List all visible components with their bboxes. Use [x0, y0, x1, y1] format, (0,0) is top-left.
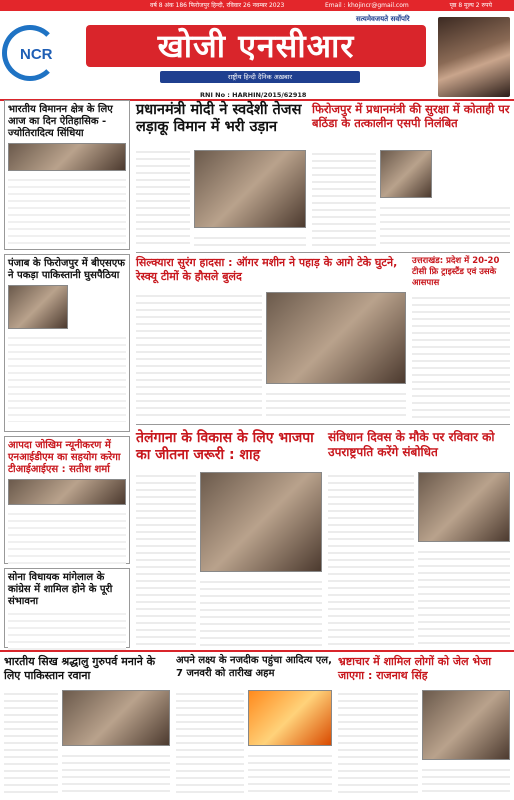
issue-line: वर्ष 8 अंक 186 फिरोजपुर हिन्दी, रविवार 26 नवम्बर 2023	[150, 2, 285, 9]
story-bottom-1-body	[4, 688, 58, 796]
story-bottom-1-headline: भारतीय सिख श्रद्धालु गुरुपर्व मनाने के लिए पाकिस्तान रवाना	[4, 655, 156, 682]
masthead	[0, 11, 514, 89]
story-bottom-2-body	[176, 688, 244, 796]
masthead-portrait	[438, 17, 510, 97]
story-bottom-3-body-2	[422, 764, 510, 796]
story-bottom-3-headline: भ्रष्टाचार में शामिल लोगों को जेल भेजा जाएगा : राजनाथ सिंह	[338, 655, 492, 682]
story-bottom-2-photo	[248, 690, 332, 746]
story-bottom-3-body	[338, 688, 418, 796]
story-left-4-headline: सोना विधायक मांगेलाल के कांग्रेस में शामिल होने के पूरी संभावना	[8, 572, 113, 607]
story-left-4-body	[8, 608, 126, 652]
story-main-5-photo	[418, 472, 510, 542]
story-main-2-body-2	[380, 202, 510, 248]
story-main-4-headline: तेलंगाना के विकास के लिए भाजपा का जीतना जरूरी : शाह	[136, 430, 314, 463]
top-info-bar	[0, 0, 514, 11]
story-main-1-headline: प्रधानमंत्री मोदी ने स्वदेशी तेजस लड़ाकू विमान में भरी उड़ान	[136, 102, 302, 135]
story-bottom-2-headline: अपने लक्ष्य के नजदीक पहुंचा आदित्य एल, 7 जनवरी को तारीख अहम	[176, 655, 332, 679]
story-main-4-body-2	[200, 576, 322, 646]
left-column	[4, 100, 130, 652]
newspaper-subtitle: राष्ट्रीय हिन्दी दैनिक अख़बार	[160, 71, 360, 83]
story-main-3-body	[136, 290, 262, 420]
story-main-1-body	[136, 146, 190, 248]
story-left-1	[4, 100, 130, 250]
story-main-3-photo	[266, 292, 406, 384]
story-main-1-photo	[194, 150, 306, 228]
story-main-1-body-2	[194, 232, 306, 248]
story-main-2-body	[312, 148, 376, 248]
story-bottom-2-body-2	[248, 750, 332, 796]
story-left-2-headline: पंजाब के फिरोजपुर में बीएसएफ ने पकड़ा पाकिस्तानी घुसपैठिया	[8, 258, 125, 281]
story-left-1-headline: भारतीय विमानन क्षेत्र के लिए आज का दिन ऐतिहासिक - ज्योतिरादित्य सिंधिया	[8, 104, 113, 139]
story-main-2-photo	[380, 150, 432, 198]
story-main-5-body-2	[418, 546, 510, 646]
logo-text: NCR	[20, 46, 53, 63]
story-main-5-body	[328, 470, 414, 646]
story-main-5-headline: संविधान दिवस के मौके पर रविवार को उपराष्ट्रपति करेंगे संबोधित	[328, 430, 495, 459]
story-left-1-photo	[8, 143, 126, 171]
story-bottom-1-photo	[62, 690, 170, 746]
rule-1	[136, 252, 510, 253]
story-left-4	[4, 568, 130, 648]
tagline: सत्यमेवजयते सर्वोपरि	[356, 15, 410, 23]
email-line: Email : khojincr@gmail.com	[325, 2, 409, 9]
rule-2	[136, 424, 510, 425]
story-left-2	[4, 254, 130, 432]
story-left-2-photo	[8, 285, 68, 329]
story-left-3-photo	[8, 479, 126, 505]
story-main-4-photo	[200, 472, 322, 572]
story-main-2-headline: फिरोजपुर में प्रधानमंत्री की सुरक्षा में कोताही पर बठिंडा के तत्कालीन एसपी निलंबित	[312, 102, 510, 130]
story-main-3-headline: सिल्क्यारा सुरंग हादसा : ऑगर मशीन ने पहाड़ के आगे टेके घुटने, रेस्क्यू टीमों के हौसले बुलंद	[136, 256, 398, 283]
story-main-3b-body	[412, 292, 510, 420]
story-left-3-headline: आपदा जोखिम न्यूनीकरण में एनआईडीएम का सहयोग करेगा टीआईआईएस : सतीश शर्मा	[8, 440, 121, 475]
story-left-1-body	[8, 174, 126, 244]
story-main-3-body-2	[266, 388, 406, 420]
story-left-3	[4, 436, 130, 564]
story-bottom-3-photo	[422, 690, 510, 760]
story-main-3b-headline: उत्तराखंड: प्रदेश में 20-20 टीसी फ्रि ट्राइस्टैंड एवं उसके आसपास	[412, 256, 500, 288]
story-main-4-body	[136, 470, 196, 646]
story-left-3-body	[8, 508, 126, 564]
newspaper-title: खोजी एनसीआर	[86, 25, 426, 67]
story-left-2-body	[8, 332, 126, 422]
rni-number: RNI No : HARHIN/2015/62918	[200, 91, 307, 99]
pages-line: पृष्ठ 8 मूल्य 2 रुपये	[449, 2, 492, 9]
story-bottom-1-body-2	[62, 750, 170, 796]
